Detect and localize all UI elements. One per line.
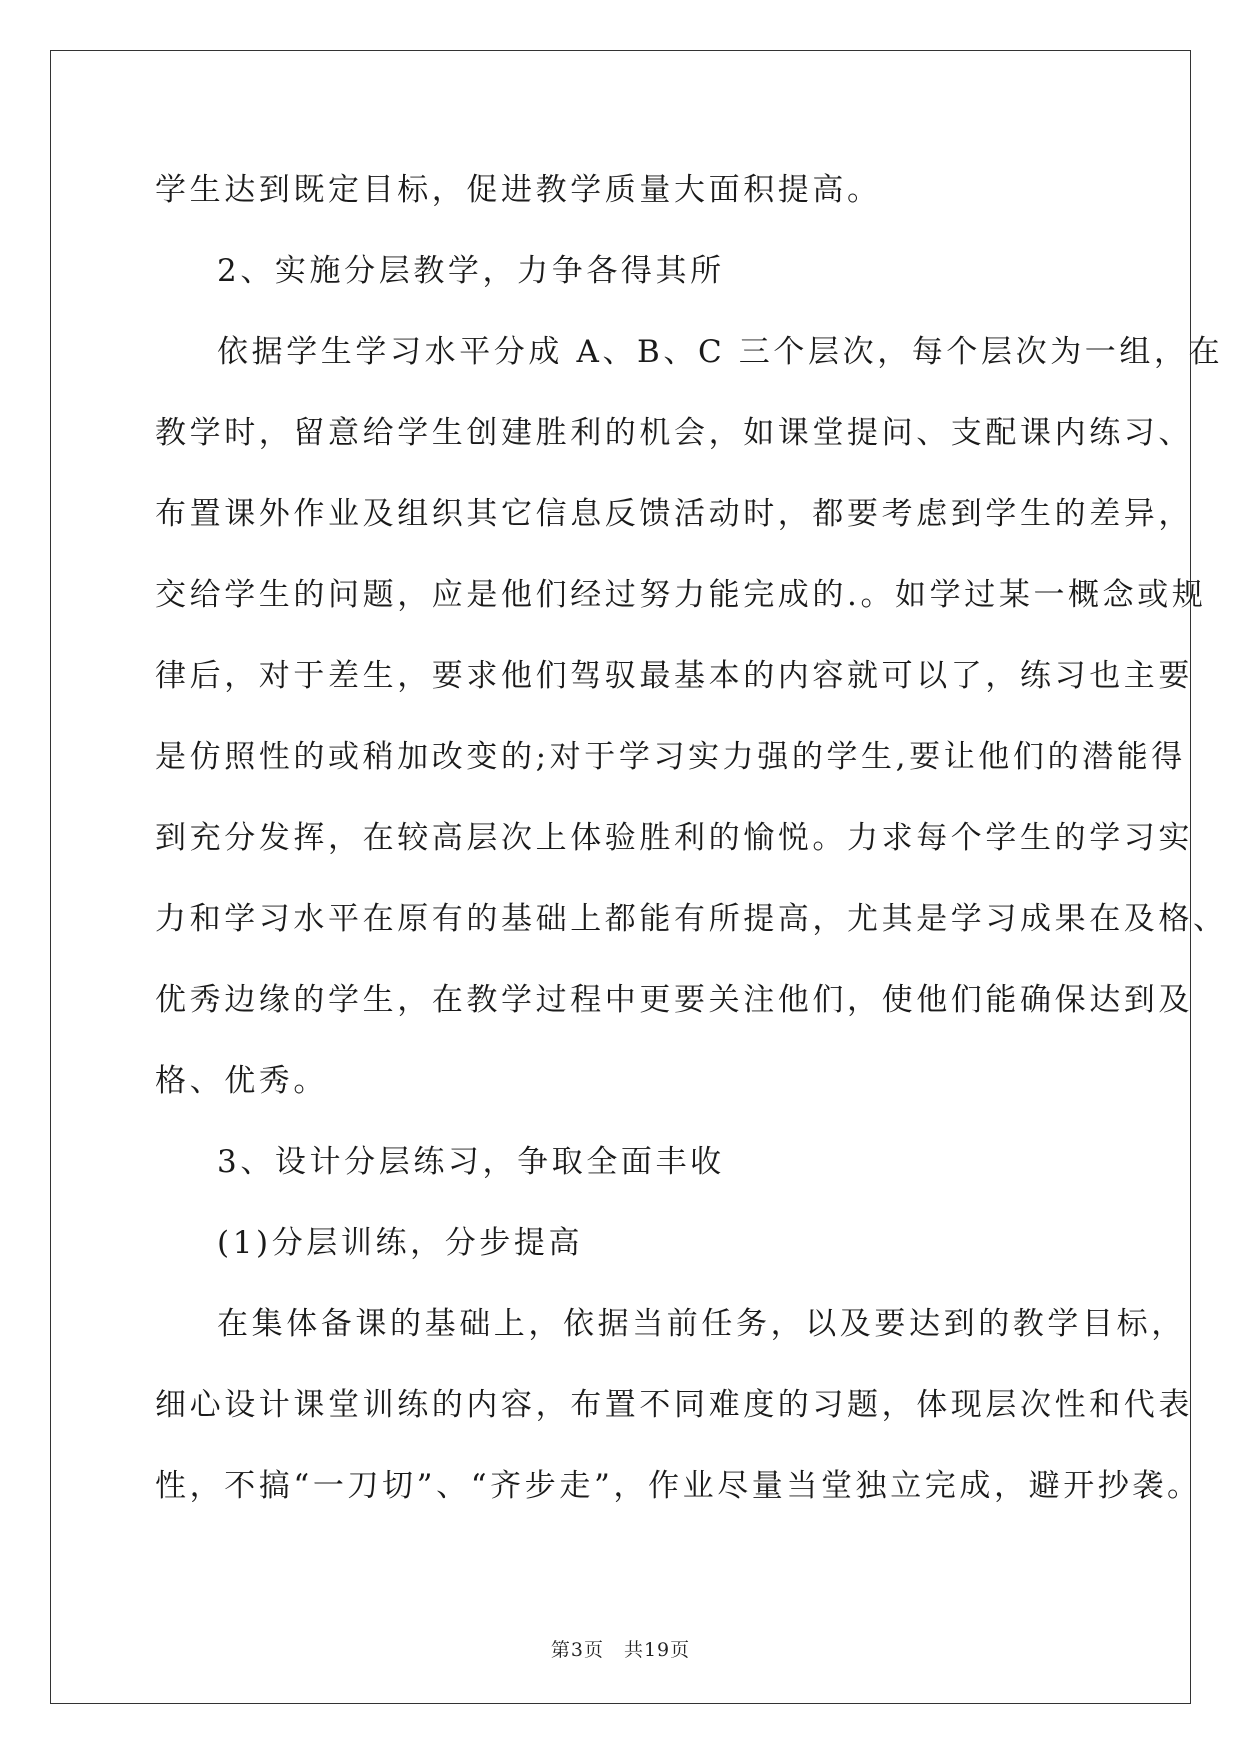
text-line-11: 优秀边缘的学生，在教学过程中更要关注他们，使他们能确保达到及 xyxy=(155,982,1193,1018)
page-number-footer: 第3页 共19页 xyxy=(550,1639,691,1661)
section-heading-3: 3、设计分层练习，争取全面丰收 xyxy=(217,1144,725,1180)
text-line-9: 到充分发挥，在较高层次上体验胜利的愉悦。力求每个学生的学习实 xyxy=(155,820,1193,856)
subsection-heading-1: (1)分层训练，分步提高 xyxy=(217,1225,584,1261)
text-line-4: 教学时，留意给学生创建胜利的机会，如课堂提问、支配课内练习、 xyxy=(155,415,1193,451)
text-line-3: 依据学生学习水平分成 A、B、C 三个层次，每个层次为一组，在 xyxy=(217,334,1224,370)
text-line-15: 在集体备课的基础上，依据当前任务，以及要达到的教学目标， xyxy=(217,1306,1186,1342)
document-body xyxy=(155,150,1228,1527)
text-line-5: 布置课外作业及组织其它信息反馈活动时，都要考虑到学生的差异， xyxy=(155,496,1193,532)
text-line-8: 是仿照性的或稍加改变的;对于学习实力强的学生,要让他们的潜能得 xyxy=(155,739,1186,775)
text-line-6: 交给学生的问题，应是他们经过努力能完成的.。如学过某一概念或规 xyxy=(155,577,1207,613)
text-line-12: 格、优秀。 xyxy=(155,1063,328,1099)
text-line-16: 细心设计课堂训练的内容，布置不同难度的习题，体现层次性和代表 xyxy=(155,1387,1193,1423)
text-line-10: 力和学习水平在原有的基础上都能有所提高，尤其是学习成果在及格、 xyxy=(155,901,1228,937)
text-line-7: 律后，对于差生，要求他们驾驭最基本的内容就可以了，练习也主要 xyxy=(155,658,1193,694)
text-line-17: 性，不搞“一刀切”、“齐步走”，作业尽量当堂独立完成，避开抄袭。 xyxy=(155,1468,1202,1504)
section-heading-2: 2、实施分层教学，力争各得其所 xyxy=(217,253,725,289)
text-line-1: 学生达到既定目标，促进教学质量大面积提高。 xyxy=(155,172,882,208)
